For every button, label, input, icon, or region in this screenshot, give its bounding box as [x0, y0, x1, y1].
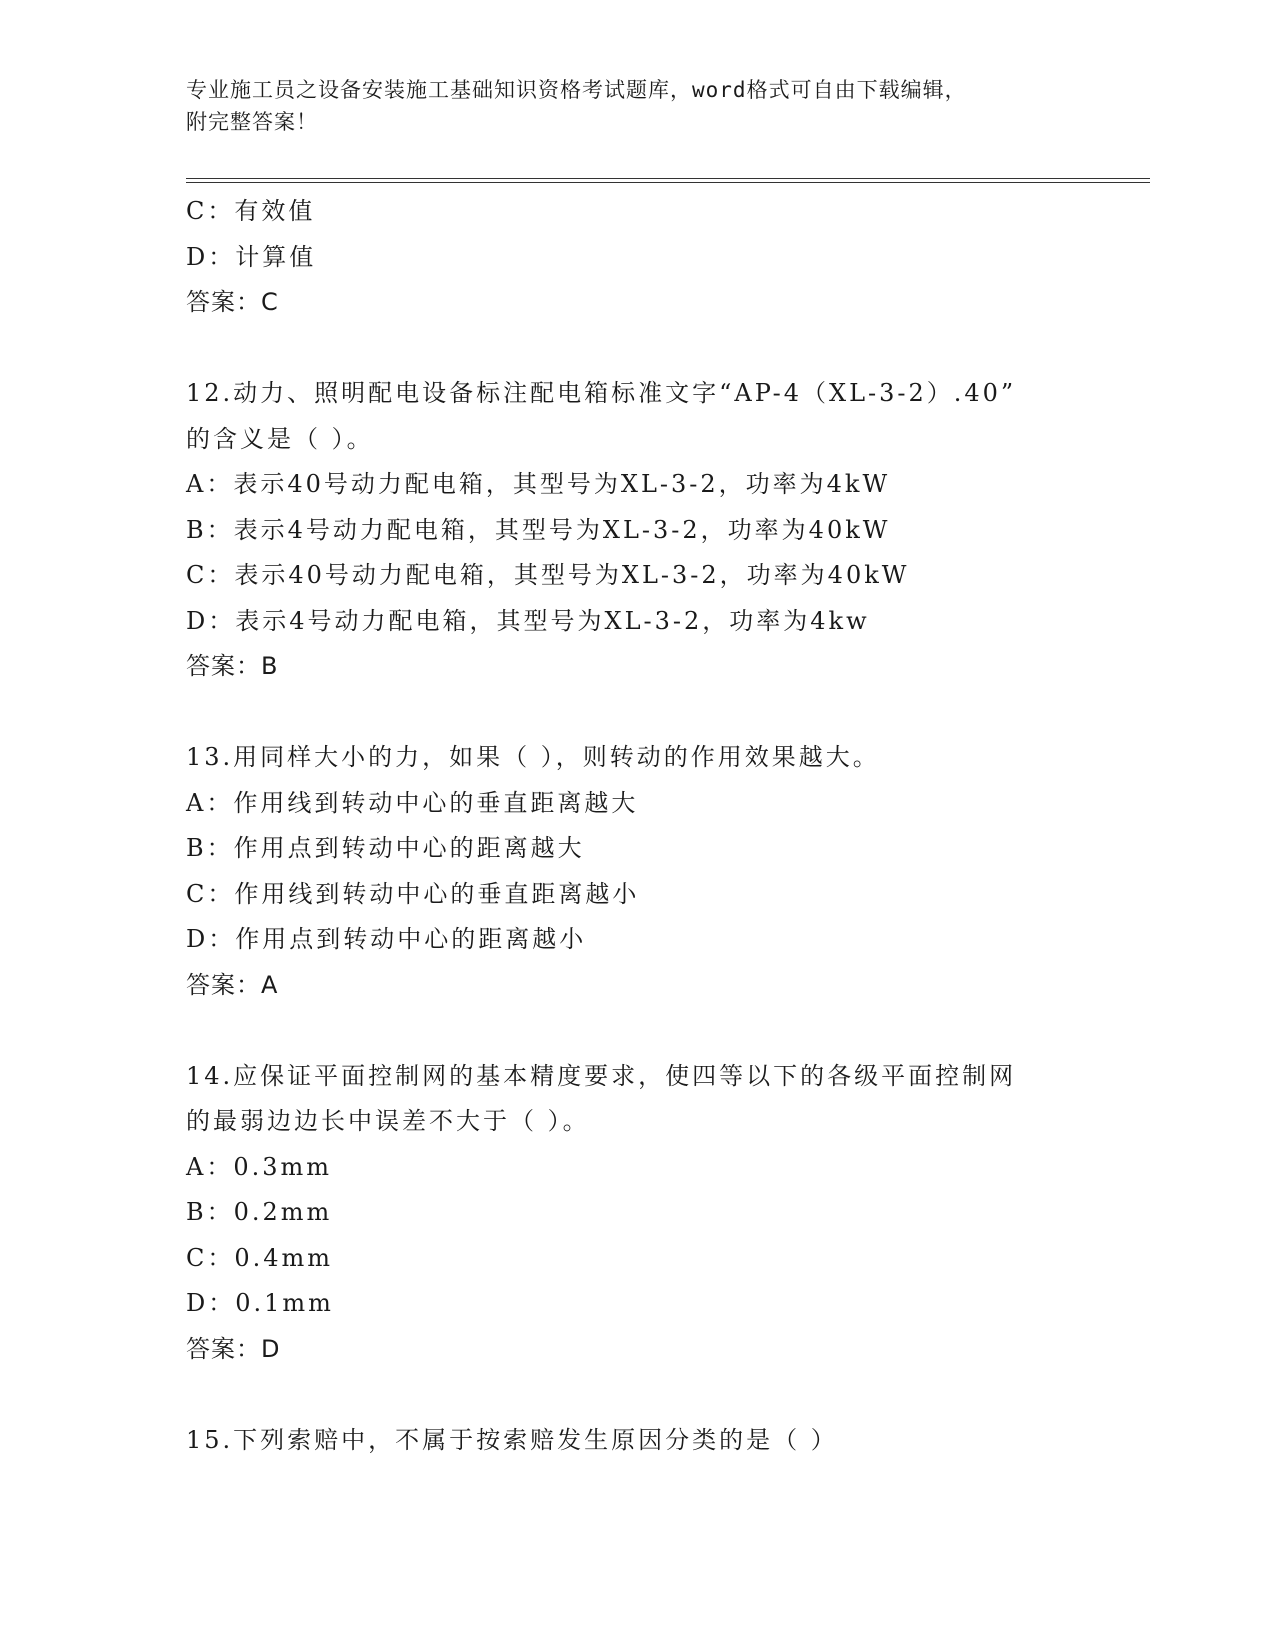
- answer-line: 答案：A: [186, 970, 279, 999]
- option-line: A：0.3mm: [186, 1152, 333, 1181]
- option-line: B：0.2mm: [186, 1198, 333, 1226]
- question-line: 15.下列索赔中，不属于按索赔发生原因分类的是（ ）: [186, 1425, 838, 1454]
- option-line: D：表示4号动力配电箱，其型号为XL-3-2，功率为4kw: [186, 606, 870, 635]
- question-line: 12.动力、照明配电设备标注配电箱标准文字“AP-4（XL-3-2）.40”: [186, 379, 1017, 407]
- option-line: D：作用点到转动中心的距离越小: [186, 925, 587, 953]
- question-line: 14.应保证平面控制网的基本精度要求，使四等以下的各级平面控制网: [186, 1061, 1017, 1090]
- spacer: [186, 1008, 1150, 1054]
- answer-line: 答案：C: [186, 288, 279, 316]
- answer-line: 答案：D: [186, 1334, 281, 1363]
- header-divider-bottom: [186, 182, 1150, 183]
- option-line: A：作用线到转动中心的垂直距离越大: [186, 788, 639, 817]
- header-line-1: 专业施工员之设备安装施工基础知识资格考试题库，word格式可自由下载编辑，: [186, 78, 967, 102]
- header-line-2: 附完整答案！: [186, 110, 318, 134]
- option-line: C：0.4mm: [186, 1243, 334, 1272]
- answer-line: 答案：B: [186, 652, 279, 680]
- option-line: D：计算值: [186, 242, 317, 271]
- option-line: D：0.1mm: [186, 1289, 334, 1317]
- option-line: C：表示40号动力配电箱，其型号为XL-3-2，功率为40kW: [186, 561, 910, 589]
- option-line: A：表示40号动力配电箱，其型号为XL-3-2，功率为4kW: [186, 470, 891, 498]
- question-list: [186, 189, 1150, 1463]
- spacer: [186, 326, 1150, 372]
- option-line: B：作用点到转动中心的距离越大: [186, 834, 585, 862]
- option-line: C：作用线到转动中心的垂直距离越小: [186, 879, 640, 908]
- question-line: 13.用同样大小的力，如果（ ），则转动的作用效果越大。: [186, 743, 880, 771]
- question-line: 的含义是（ ）。: [186, 424, 374, 453]
- header-divider-top: [186, 178, 1150, 179]
- spacer: [186, 690, 1150, 736]
- document-header: [186, 74, 1066, 138]
- option-line: C：有效值: [186, 197, 316, 225]
- question-line: 的最弱边边长中误差不大于（ ）。: [186, 1107, 590, 1135]
- spacer: [186, 1372, 1150, 1418]
- option-line: B：表示4号动力配电箱，其型号为XL-3-2，功率为40kW: [186, 515, 891, 544]
